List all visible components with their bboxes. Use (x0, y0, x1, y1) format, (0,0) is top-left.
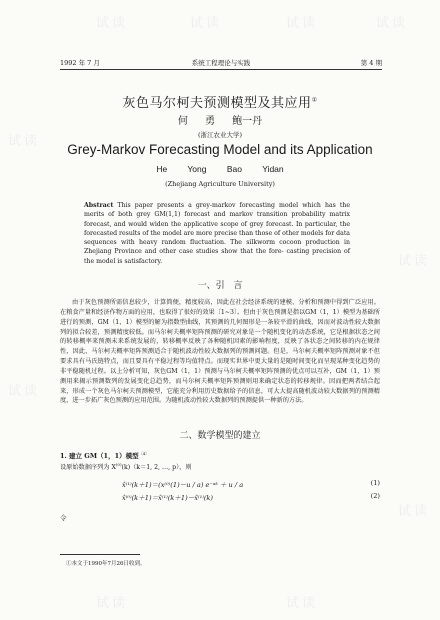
header-date: 1992 年 7 月 (60, 59, 100, 67)
title-english: Grey-Markov Forecasting Model and its Application (67, 142, 373, 157)
footnote: ①本文于1990年7月26日收到。 (66, 561, 146, 567)
affiliation-chinese: (浙江农业大学) (197, 131, 243, 139)
watermark: 试读 (398, 254, 431, 269)
watermark: 试读 (96, 596, 129, 611)
subsection-text-tail: (k)（k＝1, 2, …, p），则 (121, 464, 192, 472)
equation-1-formula: x̂⁽¹⁾(k＋1)＝(x⁽⁰⁾(1)－u / a) e⁻ᵃᵏ ＋ u / a (122, 481, 244, 489)
watermark: 试读 (286, 596, 319, 611)
watermark: 试读 (190, 16, 223, 31)
author-en-1: He Yong (156, 164, 207, 174)
subsection-text-head: 设原始数据序列为 X (60, 464, 116, 472)
header-issue: 第 4 期 (360, 59, 382, 67)
title-footnote-mark: ① (311, 96, 318, 104)
section-heading-model: 二、数学模型的建立 (179, 431, 261, 441)
abstract-line: This paper presents a grey-markov forecasting model which has the merits of both (84, 202, 350, 219)
author-cn-2: 鲍一丹 (232, 116, 263, 127)
header-rule (60, 69, 382, 70)
section-heading-introduction: 一、引 言 (197, 281, 243, 291)
subsection-text-sup: (0) (115, 462, 122, 467)
author-cn-1: 何 勇 (177, 116, 215, 127)
abstract-line: grey GM(1,1) forecast and markov transition probability matrix forecast, and would widen (84, 211, 351, 228)
subsection-heading-text: 1. 建立 GM（1，1）模型 (60, 452, 139, 461)
watermark: 试读 (376, 16, 409, 31)
subsection-ref: 〔4〕 (138, 451, 150, 456)
introduction-paragraph: 由于灰色预测所需信息较少，计算简便，精度较高，因此在社会经济系统的建模、分析和预测中得到广泛应用。在粮食产量和经济作物方面的应用，也取得了很好的效果〔1~3〕。但由于灰色预测是指以GM（1，1）模型为基础所进行的预测，GM（1，1）模型的解为指数型曲线，其预测的几何图形是一条较平滑的曲线，因而对波动性较大数据列的拟合较差，预测精度较低。而马尔柯夫概率矩阵预测的研究对象是一个随机变化的动态系统，它是根据状态之间的转移概率来预测未来系统发展的，转移概率反映了各种随机因素的影响程度，反映了各状态之间转移的内在规律性，因此，马尔柯夫概率矩阵预测适合于随机波动性较大数据列的预测问题。但是，马尔柯夫概率矩阵预测对象不但要求具有马氏链特点，而且要具有平稳过程等均值特点。而现实世界中更大量的是随时间变化而呈现某种变化趋势的非平稳随机过程。以上分析可知，灰色GM（1，1）预测与马尔柯夫概率矩阵预测的优点可以互补，GM（1，1）预测用来揭示预测数列的发展变化总趋势，而马尔柯夫概率矩阵预测则用来确定状态的转移规律。因而把两者结合起来，形成一个灰色马尔柯夫预测模型，它能充分利用历史数据给予的信息，可大大提高随机波动较大数据列的预测精度，进一步拓广灰色预测的应用范围。为随机波动性较大数据列的预测提供一种新的方法。 (60, 299, 380, 405)
subsection-text (60, 462, 192, 471)
authors-chinese (0, 112, 440, 127)
author-en-2: Bao Yidan (226, 164, 284, 174)
abstract (84, 201, 350, 266)
abstract-label: Abstract (84, 202, 114, 209)
watermark: 试读 (8, 384, 41, 399)
watermark: 试读 (398, 504, 431, 519)
watermark: 试读 (8, 134, 41, 149)
title-chinese (0, 92, 440, 111)
abstract-line: more precise than those of other models for data sequences with heavy random fluctuation. The (84, 229, 350, 247)
abstract-line: the applicative scope of grey forecast. In particular, the forecasted results of the model are (84, 220, 350, 237)
authors-english (0, 164, 440, 174)
watermark: 试读 (286, 16, 319, 31)
equation-2-number: (2) (370, 492, 380, 500)
footnote-rule (60, 554, 140, 555)
header-journal: 系统工程理论与实践 (191, 59, 251, 67)
equation-1-number: (1) (370, 479, 380, 487)
subsection-heading (60, 451, 149, 460)
watermark: 试读 (96, 16, 129, 31)
let-text: 令 (60, 514, 67, 522)
equation-2-formula: x̂⁽⁰⁾(k＋1)＝x̂⁽¹⁾(k＋1)－x̂⁽¹⁾(k) (122, 494, 213, 502)
abstract-line: casting precision of the model is satisfactory. (84, 248, 350, 265)
abstract-line: silkworm cocoon production in Zhejiang Province and other case studies show that the fore- (84, 239, 350, 256)
affiliation-english: (Zhejiang Agriculture University) (165, 180, 275, 188)
title-chinese-text: 灰色马尔柯夫预测模型及其应用 (122, 96, 312, 111)
